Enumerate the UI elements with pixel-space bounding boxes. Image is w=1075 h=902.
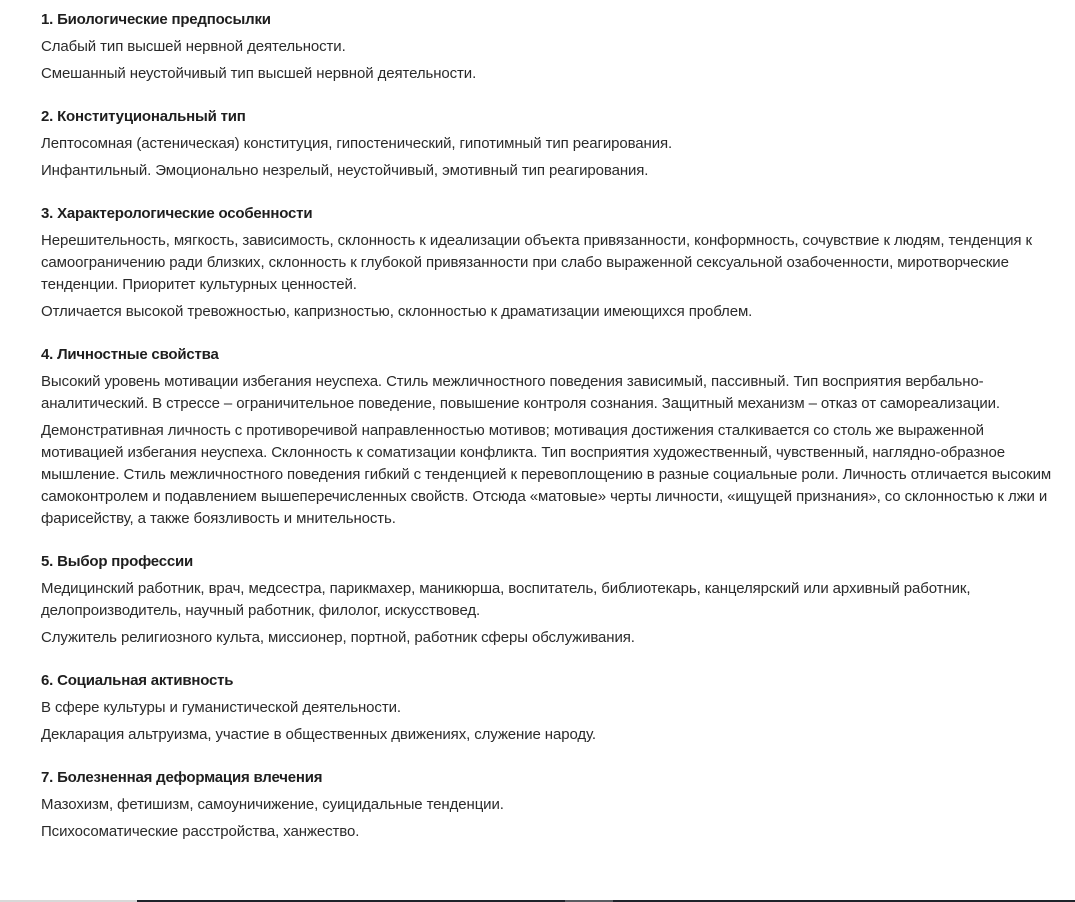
paragraph: Психосоматические расстройства, ханжество. xyxy=(41,823,360,840)
document-content xyxy=(41,10,1066,865)
paragraph: Мазохизм, фетишизм, самоуничижение, суицидальные тенденции. xyxy=(41,796,504,813)
paragraph: Нерешительность, мягкость, зависимость, склонность к идеализации объекта привязанности, конформность, сочувствие к людям, тенденция к самоограничению ради близких, склонность к глубокой привязанности при слабо выраженной сексуальной озабоченности, миротворческие тенденции. Приоритет культурных ценностей. xyxy=(41,232,1032,293)
section-title: 5. Выбор профессии xyxy=(41,553,194,570)
paragraph: Высокий уровень мотивации избегания неуспеха. Стиль межличностного поведения зависимый, пассивный. Тип восприятия вербально-аналитический. В стрессе – ограничительное поведение, повышение контроля сознания. Защитный механизм – отказ от самореализации. xyxy=(41,373,1000,412)
paragraph: Отличается высокой тревожностью, капризностью, склонностью к драматизации имеющихся проблем. xyxy=(41,303,753,320)
section-profession-choice xyxy=(41,552,1066,649)
section-title: 6. Социальная активность xyxy=(41,672,234,689)
section-drive-deformation xyxy=(41,768,1066,843)
section-title: 3. Характерологические особенности xyxy=(41,205,313,222)
paragraph: Медицинский работник, врач, медсестра, парикмахер, маникюрша, воспитатель, библиотекарь, канцелярский или архивный работник, делопроизводитель, научный работник, филолог, искусствовед. xyxy=(41,580,971,619)
paragraph: Декларация альтруизма, участие в общественных движениях, служение народу. xyxy=(41,726,596,743)
section-title: 1. Биологические предпосылки xyxy=(41,11,271,28)
paragraph: Инфантильный. Эмоционально незрелый, неустойчивый, эмотивный тип реагирования. xyxy=(41,162,649,179)
paragraph: Смешанный неустойчивый тип высшей нервной деятельности. xyxy=(41,65,477,82)
section-title: 7. Болезненная деформация влечения xyxy=(41,769,323,786)
section-social-activity xyxy=(41,671,1066,746)
paragraph: Лептосомная (астеническая) конституция, гипостенический, гипотимный тип реагирования. xyxy=(41,135,673,152)
section-biological-prerequisites xyxy=(41,10,1066,85)
paragraph: Слабый тип высшей нервной деятельности. xyxy=(41,38,346,55)
section-title: 4. Личностные свойства xyxy=(41,346,219,363)
section-character-traits xyxy=(41,204,1066,323)
paragraph: Служитель религиозного культа, миссионер, портной, работник сферы обслуживания. xyxy=(41,629,635,646)
paragraph: В сфере культуры и гуманистической деятельности. xyxy=(41,699,401,716)
section-personal-properties xyxy=(41,345,1066,530)
section-title: 2. Конституциональный тип xyxy=(41,108,246,125)
section-constitutional-type xyxy=(41,107,1066,182)
paragraph: Демонстративная личность с противоречивой направленностью мотивов; мотивация достижения сталкивается со столь же выраженной мотивацией избегания неуспеха. Склонность к соматизации конфликта. Тип восприятия художественный, чувственный, наглядно-образное мышление. Стиль межличностного поведения гибкий с тенденцией к перевоплощению в разные социальные роли. Личность отличается высоким самоконтролем и подавлением вышеперечисленных свойств. Отсюда «матовые» черты личности, «ищущей признания», со склонностью к лжи и фарисейству, а также боязливость и мнительность. xyxy=(41,422,1052,527)
